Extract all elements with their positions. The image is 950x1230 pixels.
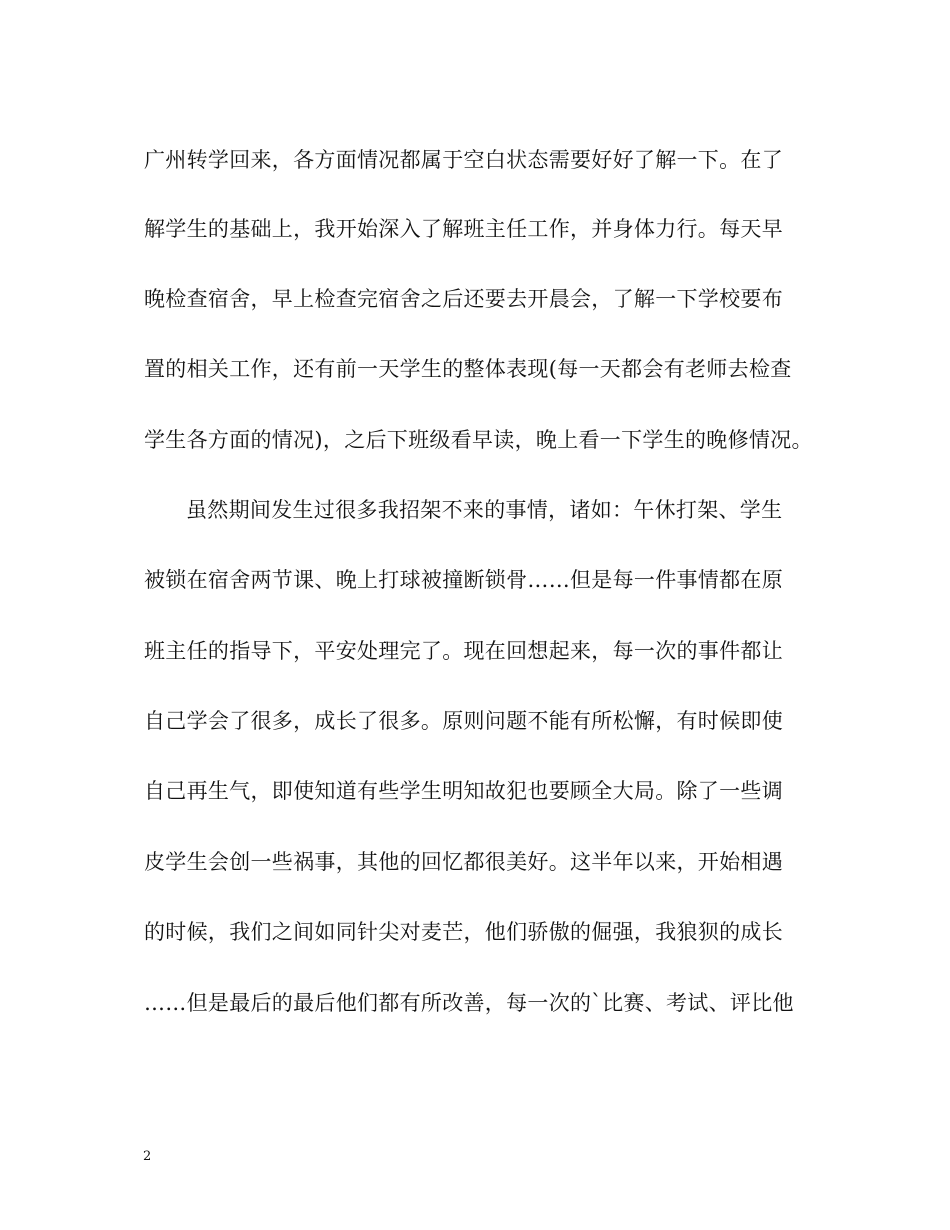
paragraph-line-1: 广州转学回来，各方面情况都属于空白状态需要好好了解一下。在了 — [144, 148, 783, 172]
paragraph-line-10: 自己再生气，即使知道有些学生明知故犯也要顾全大局。除了一些调 — [144, 779, 783, 803]
paragraph-line-6: 虽然期间发生过很多我招架不来的事情，诸如：午休打架、学生 — [186, 498, 783, 522]
paragraph-line-9: 自己学会了很多，成长了很多。原则问题不能有所松懈，有时候即使 — [144, 709, 783, 733]
paragraph-line-13: ……但是最后的最后他们都有所改善，每一次的`比赛、考试、评比他 — [144, 991, 794, 1015]
paragraph-line-4: 置的相关工作，还有前一天学生的整体表现(每一天都会有老师去检查 — [144, 357, 792, 381]
paragraph-line-11: 皮学生会创一些祸事，其他的回忆都很美好。这半年以来，开始相遇 — [144, 850, 783, 874]
paragraph-line-2: 解学生的基础上，我开始深入了解班主任工作，并身体力行。每天早 — [144, 217, 783, 241]
paragraph-line-7: 被锁在宿舍两节课、晚上打球被撞断锁骨……但是每一件事情都在原 — [144, 568, 783, 592]
page-number: 2 — [143, 1149, 152, 1164]
paragraph-line-3: 晚检查宿舍，早上检查完宿舍之后还要去开晨会，了解一下学校要布 — [144, 287, 783, 311]
paragraph-line-12: 的时候，我们之间如同针尖对麦芒，他们骄傲的倔强，我狼狈的成长 — [144, 920, 783, 944]
paragraph-line-8: 班主任的指导下，平安处理完了。现在回想起来，每一次的事件都让 — [144, 639, 783, 663]
paragraph-line-5: 学生各方面的情况)，之后下班级看早读，晚上看一下学生的晚修情况。 — [144, 428, 813, 452]
